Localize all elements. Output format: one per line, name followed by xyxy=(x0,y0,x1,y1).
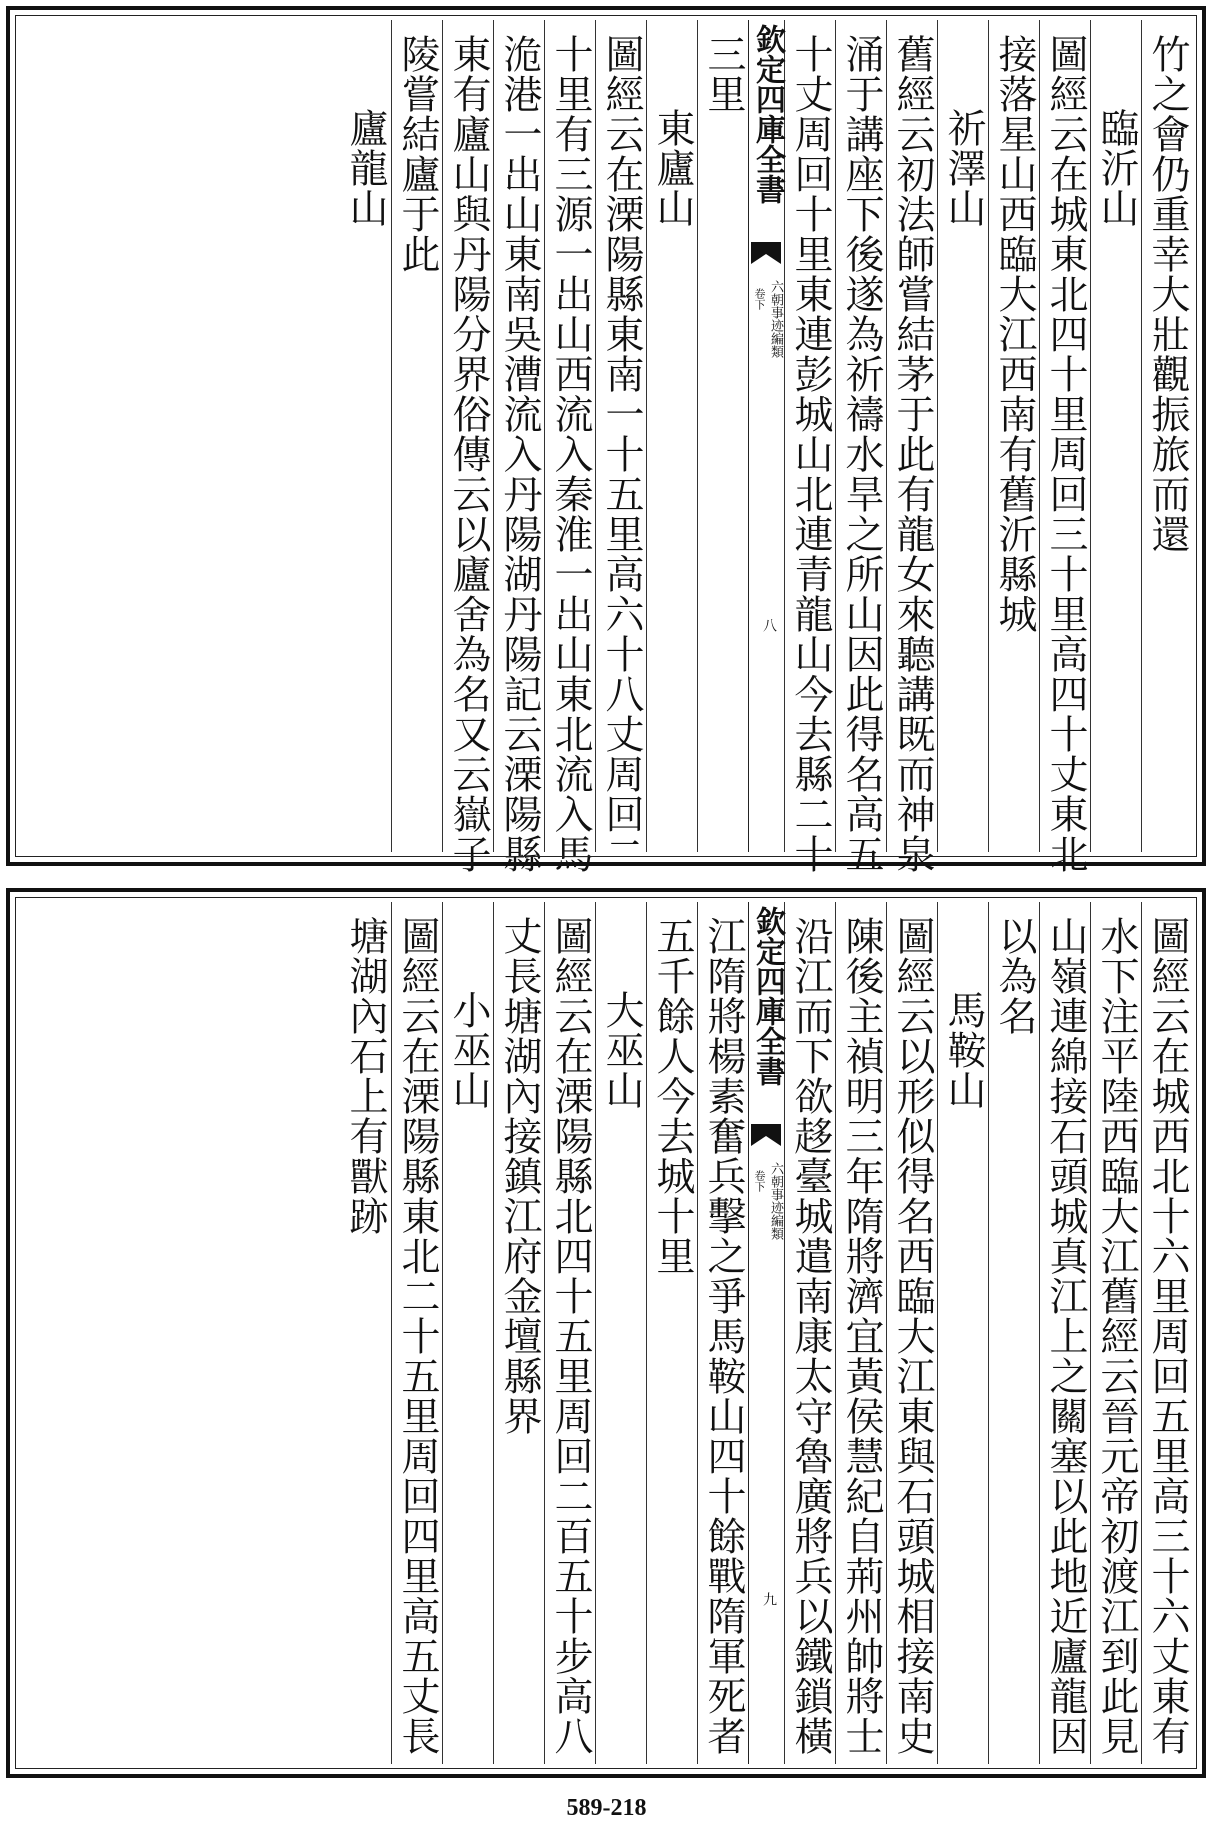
column-text: 十里有三源一出山西流入秦淮一出山東北流入馬 xyxy=(548,34,593,874)
fishtail-mark-icon xyxy=(751,242,781,264)
text-column xyxy=(988,20,1039,852)
text-column xyxy=(1141,20,1192,852)
text-column xyxy=(835,902,886,1764)
section-heading: 臨沂山 xyxy=(1094,108,1139,228)
page-number: 九 xyxy=(761,1592,777,1606)
section-heading-column xyxy=(595,902,646,1764)
center-fold-column xyxy=(748,20,784,852)
text-column xyxy=(784,20,835,874)
section-heading-column xyxy=(340,20,391,852)
column-text: 沿江而下欲趍臺城遣南康太守魯廣將兵以鐵鎖橫 xyxy=(788,916,833,1756)
section-heading-column xyxy=(646,20,697,852)
text-column xyxy=(886,20,937,874)
column-text: 以為名 xyxy=(992,916,1037,1036)
text-column xyxy=(697,902,748,1764)
text-column xyxy=(544,902,595,1764)
text-column xyxy=(391,902,442,1764)
column-text: 舊經云初法師嘗結茅于此有龍女來聽講既而神泉 xyxy=(890,34,935,874)
column-text: 圖經云以形似得名西臨大江東與石頭城相接南史 xyxy=(890,916,935,1756)
column-text: 水下注平陸西臨大江舊經云晉元帝初渡江到此見 xyxy=(1094,916,1139,1756)
column-text: 三里 xyxy=(701,34,746,114)
text-column xyxy=(391,20,442,852)
column-text: 十丈周回十里東連彭城山北連青龍山今去縣二十 xyxy=(788,34,833,874)
text-column xyxy=(1141,902,1192,1764)
column-text: 東有廬山與丹陽分界俗傳云以廬舍為名又云嶽子 xyxy=(446,34,491,874)
column-text: 塘湖內石上有獸跡 xyxy=(343,916,388,1236)
column-text: 五千餘人今去城十里 xyxy=(650,916,695,1276)
section-heading: 馬鞍山 xyxy=(941,990,986,1110)
column-text: 陵嘗結廬于此 xyxy=(395,34,440,274)
text-column xyxy=(886,902,937,1764)
column-text: 圖經云在溧陽縣東南一十五里高六十八丈周回二 xyxy=(599,34,644,874)
column-text: 圖經云在溧陽縣東北二十五里周回四里高五丈長 xyxy=(395,916,440,1756)
center-fold-column xyxy=(748,902,784,1764)
column-text: 圖經云在城西北十六里周回五里高三十六丈東有 xyxy=(1145,916,1190,1756)
volume-label: 卷下 xyxy=(753,288,766,310)
section-heading: 祈澤山 xyxy=(941,108,986,228)
column-text: 竹之會仍重幸大壯觀振旅而還 xyxy=(1145,34,1190,554)
text-column xyxy=(835,20,886,874)
book-title: 六朝事迹編類 xyxy=(768,1162,783,1240)
column-text: 丈長塘湖內接鎮江府金壇縣界 xyxy=(497,916,542,1436)
section-heading: 東廬山 xyxy=(650,108,695,228)
text-column xyxy=(1039,20,1090,874)
volume-label: 卷下 xyxy=(753,1170,766,1192)
text-column xyxy=(1039,902,1090,1764)
text-column xyxy=(697,20,748,852)
text-column xyxy=(595,20,646,874)
column-text: 涌于講座下後遂為祈禱水旱之所山因此得名高五 xyxy=(839,34,884,874)
column-text: 江隋將楊素奮兵擊之爭馬鞍山四十餘戰隋軍死者 xyxy=(701,916,746,1756)
column-text: 圖經云在溧陽縣北四十五里周回二百五十步高八 xyxy=(548,916,593,1756)
bottom-page-columns xyxy=(20,902,1192,1764)
text-column xyxy=(442,20,493,874)
top-page xyxy=(6,6,1206,874)
text-column xyxy=(340,902,391,1764)
section-heading: 廬龍山 xyxy=(343,108,388,228)
text-column xyxy=(1090,902,1141,1764)
text-column xyxy=(784,902,835,1764)
text-column xyxy=(646,902,697,1764)
page-number: 八 xyxy=(761,618,777,632)
top-page-columns xyxy=(20,20,1192,874)
fishtail-mark-icon xyxy=(751,1124,781,1146)
collection-title: 欽定四庫全書 xyxy=(750,906,785,1086)
section-heading-column xyxy=(937,20,988,852)
column-text: 山嶺連綿接石頭城真江上之關塞以此地近廬龍因 xyxy=(1043,916,1088,1756)
book-title: 六朝事迹編類 xyxy=(768,280,783,358)
text-column xyxy=(493,20,544,874)
collection-title: 欽定四庫全書 xyxy=(750,24,785,204)
text-column xyxy=(544,20,595,874)
column-text: 陳後主禎明三年隋將濟宜黃侯慧紀自荊州帥將士 xyxy=(839,916,884,1756)
section-heading: 大巫山 xyxy=(599,990,644,1110)
section-heading-column xyxy=(442,902,493,1764)
section-heading: 小巫山 xyxy=(446,990,491,1110)
section-heading-column xyxy=(1090,20,1141,852)
section-heading-column xyxy=(937,902,988,1764)
footer-page-label: 589-218 xyxy=(566,1795,647,1821)
bottom-page xyxy=(6,888,1206,1778)
column-text: 接落星山西臨大江西南有舊沂縣城 xyxy=(992,34,1037,634)
text-column xyxy=(988,902,1039,1764)
column-text: 圖經云在城東北四十里周回三十里高四十丈東北 xyxy=(1043,34,1088,874)
text-column xyxy=(493,902,544,1764)
column-text: 洈港一出山東南吳漕流入丹陽湖丹陽記云溧陽縣 xyxy=(497,34,542,874)
